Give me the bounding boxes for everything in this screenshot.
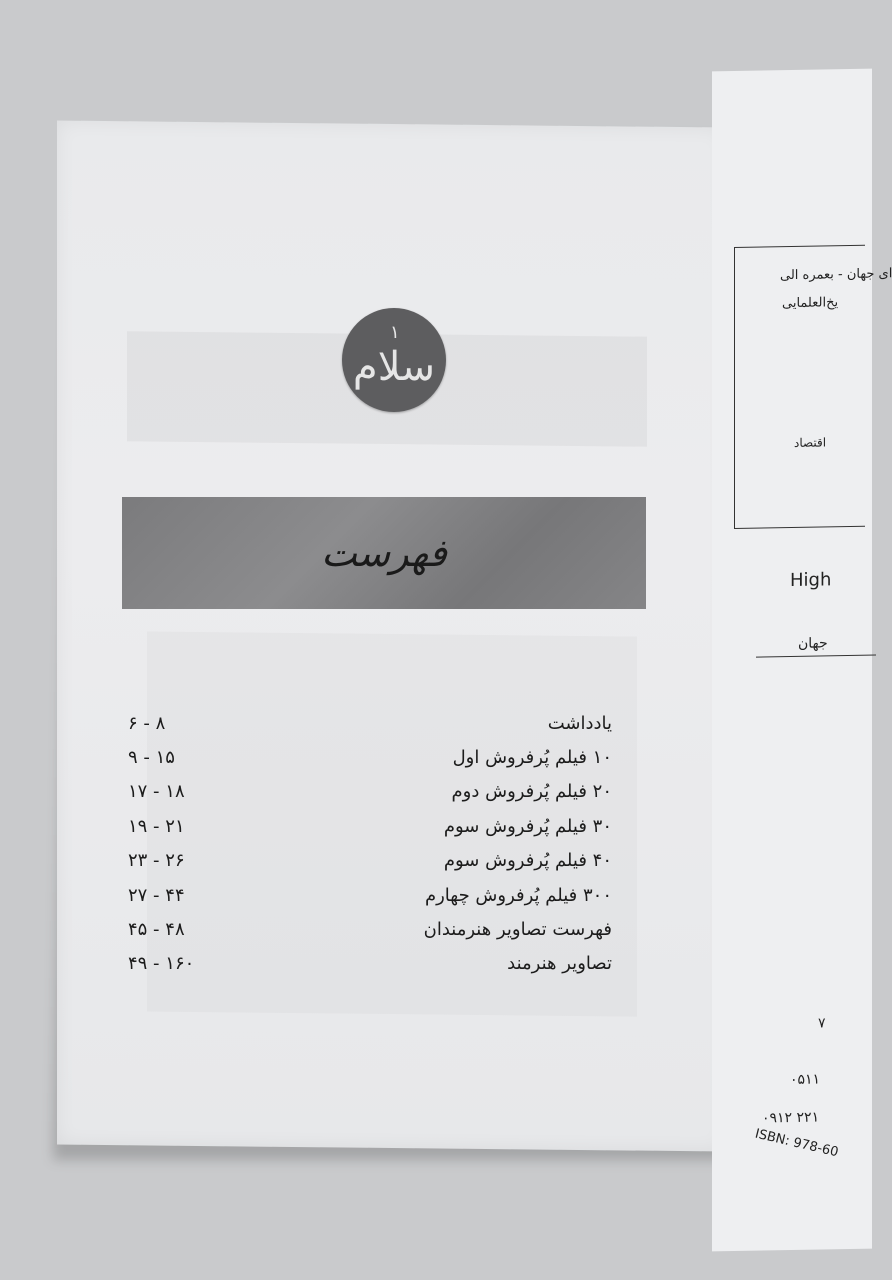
imprint-line: ۷ xyxy=(818,1015,826,1032)
toc-pages: ۲۳ - ۲۶ xyxy=(128,850,185,872)
book-page-left xyxy=(57,121,725,1152)
imprint-line: ۰۵۱۱ xyxy=(790,1071,821,1089)
imprint-line: ای جهان - بعمره الی xyxy=(780,266,892,284)
toc-row xyxy=(128,844,612,878)
toc-title: ۱۰ فیلم پُرفروش اول xyxy=(452,747,612,769)
toc-row xyxy=(128,740,612,774)
toc-pages: ۲۷ - ۴۴ xyxy=(128,884,185,906)
toc-row xyxy=(128,809,612,843)
toc-title: ۲۰ فیلم پُرفروش دوم xyxy=(451,781,612,803)
toc-row xyxy=(128,947,612,981)
imprint-line: یخ‌العلمایی xyxy=(782,295,839,312)
salam-logo xyxy=(342,308,446,412)
toc-title: یادداشت xyxy=(547,712,612,734)
toc-title: فهرست تصاویر هنرمندان xyxy=(423,919,612,941)
toc-title: ۴۰ فیلم پُرفروش سوم xyxy=(443,850,612,872)
contents-title: فهرست xyxy=(321,531,447,575)
toc-pages: ۱۹ - ۲۱ xyxy=(128,815,185,837)
book-page-right xyxy=(712,69,892,1252)
logo-number: ۱ xyxy=(390,322,400,343)
table-of-contents xyxy=(128,706,612,981)
toc-row xyxy=(128,878,612,912)
imprint-line: اقتصاد xyxy=(794,435,827,450)
contents-banner xyxy=(122,497,646,609)
toc-title: تصاویر هنرمند xyxy=(507,953,612,975)
imprint-line: جهان xyxy=(798,635,828,652)
imprint-line: ۰۹۱۲ ۲۲۱ xyxy=(762,1109,820,1127)
imprint-divider xyxy=(756,655,876,658)
logo-word: سلام xyxy=(352,344,436,390)
toc-title: ۳۰۰ فیلم پُرفروش چهارم xyxy=(424,884,612,906)
imprint-line: High xyxy=(790,569,832,592)
toc-row xyxy=(128,775,612,809)
toc-pages: ۹ - ۱۵ xyxy=(128,747,175,769)
toc-pages: ۱۷ - ۱۸ xyxy=(128,781,185,803)
toc-title: ۳۰ فیلم پُرفروش سوم xyxy=(443,815,612,837)
toc-pages: ۴۹ - ۱۶۰ xyxy=(128,953,195,975)
toc-pages: ۶ - ۸ xyxy=(128,712,166,734)
toc-row xyxy=(128,706,612,740)
imprint-line: ISBN: 978-60 xyxy=(753,1126,840,1161)
toc-pages: ۴۵ - ۴۸ xyxy=(128,919,185,941)
imprint-box xyxy=(734,245,865,529)
toc-row xyxy=(128,912,612,946)
